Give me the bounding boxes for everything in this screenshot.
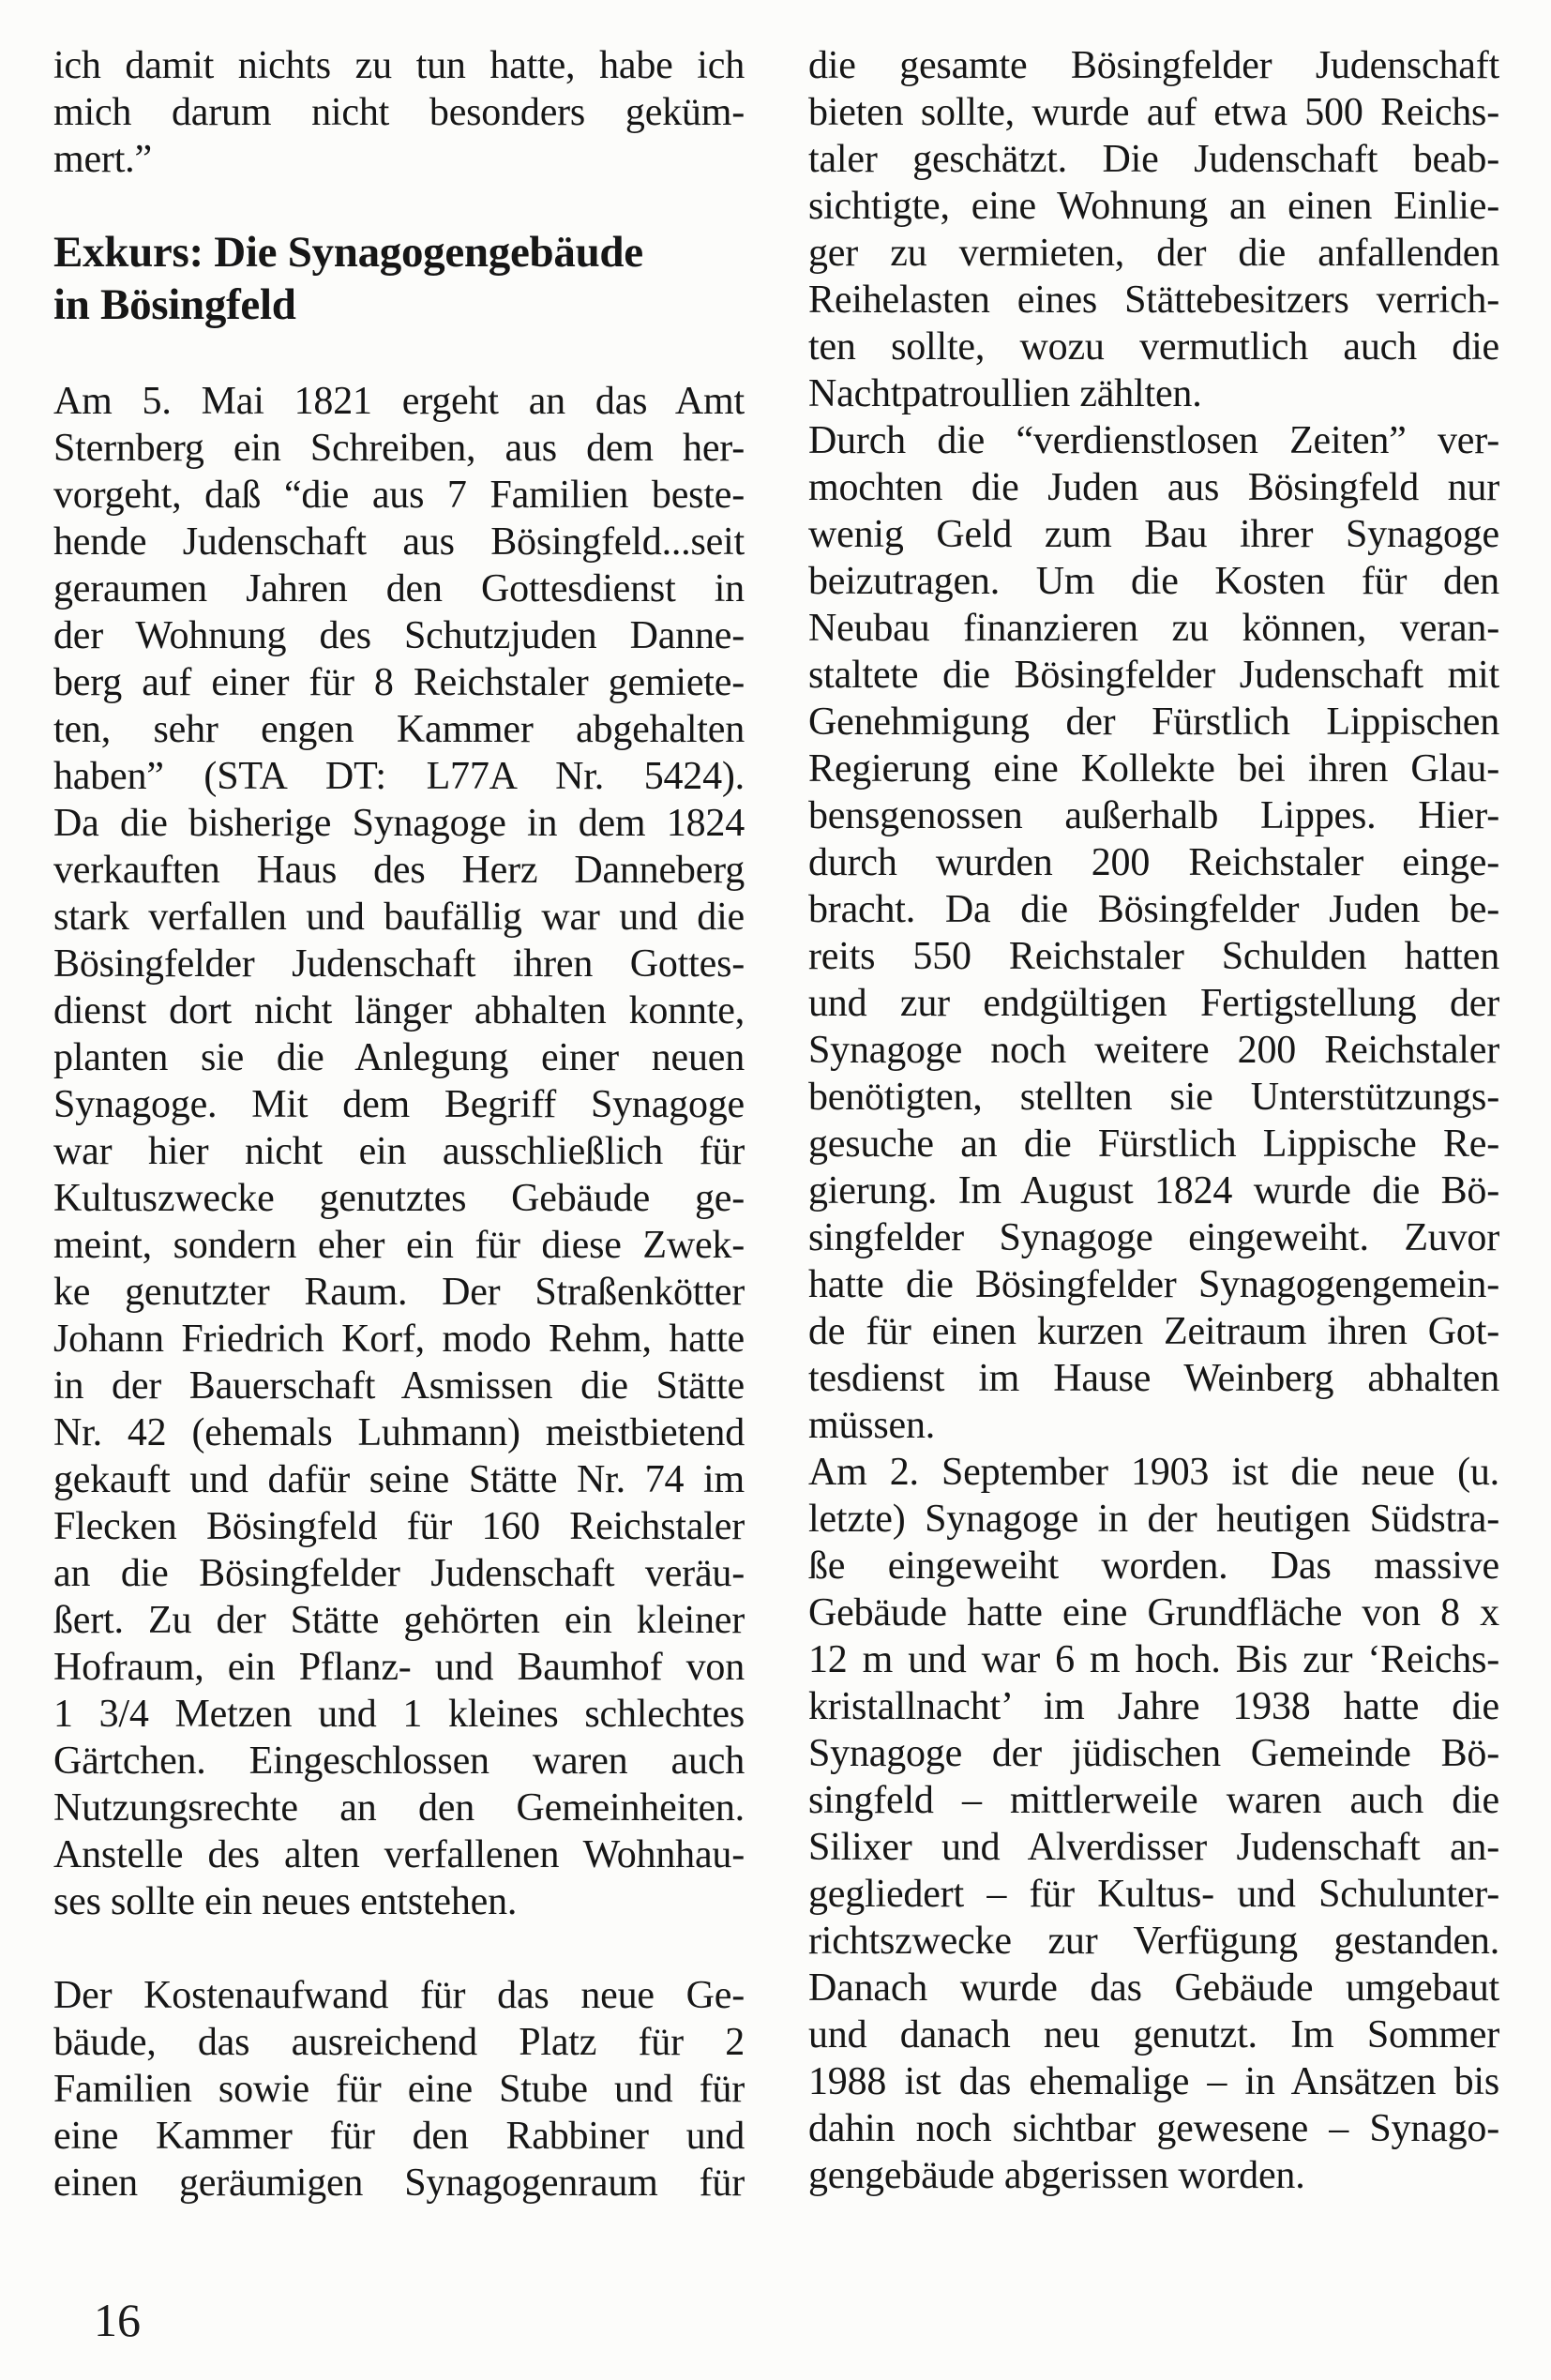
- text-line: Danach wurde das Gebäude umgebaut: [808, 1966, 1499, 2010]
- text-line: tesdienst im Hause Weinberg abhalten: [808, 1357, 1499, 1400]
- text-line: letzte) Synagoge in der heutigen Südstra-: [808, 1498, 1499, 1541]
- text-line: singfelder Synagoge eingeweiht. Zuvor: [808, 1216, 1499, 1259]
- text-line: geraumen Jahren den Gottesdienst in: [53, 567, 745, 610]
- text-line: Flecken Bösingfeld für 160 Reichstaler: [53, 1505, 745, 1548]
- text-line: und danach neu genutzt. Im Sommer: [808, 2013, 1499, 2056]
- text-line: gekauft und dafür seine Stätte Nr. 74 im: [53, 1458, 745, 1501]
- text-line: dahin noch sichtbar gewesene – Synago-: [808, 2107, 1499, 2150]
- text-line: Genehmigung der Fürstlich Lippischen: [808, 700, 1499, 744]
- text-line: und zur endgültigen Fertigstellung der: [808, 982, 1499, 1025]
- left-column: [53, 42, 745, 2207]
- text-line: singfeld – mittlerweile waren auch die: [808, 1779, 1499, 1822]
- text-line: ten, sehr engen Kammer abgehalten: [53, 708, 745, 751]
- text-line: an die Bösingfelder Judenschaft veräu-: [53, 1552, 745, 1595]
- text-line: Johann Friedrich Korf, modo Rehm, hatte: [53, 1318, 745, 1361]
- text-line: mich darum nicht besonders geküm-: [53, 91, 745, 134]
- text-line: gierung. Im August 1824 wurde die Bö-: [808, 1169, 1499, 1213]
- text-line: Exkurs: Die Synagogengebäude: [53, 228, 643, 277]
- text-line: Reihelasten eines Stättebesitzers verrich-: [808, 279, 1499, 322]
- text-line: ke genutzter Raum. Der Straßenkötter: [53, 1271, 745, 1314]
- text-line: ßert. Zu der Stätte gehörten ein kleiner: [53, 1599, 745, 1642]
- text-line: müssen.: [808, 1404, 936, 1447]
- text-line: Bösingfelder Judenschaft ihren Gottes-: [53, 942, 745, 986]
- paragraph: [53, 378, 745, 1925]
- text-line: Am 2. September 1903 ist die neue (u.: [808, 1451, 1499, 1494]
- text-line: bieten sollte, wurde auf etwa 500 Reichs-: [808, 91, 1499, 134]
- text-line: beizutragen. Um die Kosten für den: [808, 560, 1499, 603]
- text-line: berg auf einer für 8 Reichstaler gemiete-: [53, 661, 745, 704]
- text-line: hatte die Bösingfelder Synagogengemein-: [808, 1263, 1499, 1306]
- text-line: vorgeht, daß “die aus 7 Familien beste-: [53, 474, 745, 517]
- text-line: Synagoge noch weitere 200 Reichstaler: [808, 1029, 1499, 1072]
- paragraph: [53, 42, 745, 183]
- text-line: Kultuszwecke genutztes Gebäude ge-: [53, 1177, 745, 1220]
- text-line: ger zu vermieten, der die anfallenden: [808, 232, 1499, 275]
- text-line: Synagoge der jüdischen Gemeinde Bö-: [808, 1732, 1499, 1775]
- paragraph: [53, 1972, 745, 2207]
- paragraph: [808, 42, 1499, 2199]
- text-line: Durch die “verdienstlosen Zeiten” ver-: [808, 419, 1499, 462]
- text-line: ses sollte ein neues entstehen.: [53, 1880, 518, 1923]
- text-line: taler geschätzt. Die Judenschaft beab-: [808, 138, 1499, 181]
- text-line: gesuche an die Fürstlich Lippische Re-: [808, 1122, 1499, 1166]
- text-line: 12 m und war 6 m hoch. Bis zur ‘Reichs-: [808, 1638, 1499, 1681]
- text-line: Gärtchen. Eingeschlossen waren auch: [53, 1740, 745, 1783]
- text-line: mochten die Juden aus Bösingfeld nur: [808, 466, 1499, 509]
- text-line: reits 550 Reichstaler Schulden hatten: [808, 935, 1499, 978]
- text-line: de für einen kurzen Zeitraum ihren Got-: [808, 1310, 1499, 1353]
- text-line: ich damit nichts zu tun hatte, habe ich: [53, 44, 745, 87]
- text-line: verkauften Haus des Herz Danneberg: [53, 849, 745, 892]
- text-line: Da die bisherige Synagoge in dem 1824: [53, 802, 745, 845]
- text-line: gengebäude abgerissen worden.: [808, 2154, 1305, 2197]
- text-line: bracht. Da die Bösingfelder Juden be-: [808, 888, 1499, 931]
- text-line: Silixer und Alverdisser Judenschaft an-: [808, 1826, 1499, 1869]
- text-line: Neubau finanzieren zu können, veran-: [808, 607, 1499, 650]
- text-line: kristallnacht’ im Jahre 1938 hatte die: [808, 1685, 1499, 1728]
- text-line: Am 5. Mai 1821 ergeht an das Amt: [53, 380, 745, 423]
- text-line: 1 3/4 Metzen und 1 kleines schlechtes: [53, 1693, 745, 1736]
- text-line: benötigten, stellten sie Unterstützungs-: [808, 1076, 1499, 1119]
- text-line: der Wohnung des Schutzjuden Danne-: [53, 614, 745, 657]
- text-line: Der Kostenaufwand für das neue Ge-: [53, 1974, 745, 2017]
- text-line: Regierung eine Kollekte bei ihren Glau-: [808, 747, 1499, 791]
- text-line: stark verfallen und baufällig war und die: [53, 896, 745, 939]
- text-line: durch wurden 200 Reichstaler einge-: [808, 841, 1499, 884]
- text-line: 1988 ist das ehemalige – in Ansätzen bis: [808, 2060, 1499, 2103]
- text-line: bensgenossen außerhalb Lippes. Hier-: [808, 794, 1499, 837]
- text-line: ten sollte, wozu vermutlich auch die: [808, 325, 1499, 369]
- text-line: Hofraum, ein Pflanz- und Baumhof von: [53, 1646, 745, 1689]
- text-line: Nr. 42 (ehemals Luhmann) meistbietend: [53, 1411, 745, 1454]
- text-line: in Bösingfeld: [53, 280, 296, 329]
- text-line: war hier nicht ein ausschließlich für: [53, 1130, 745, 1173]
- text-line: einen geräumigen Synagogenraum für: [53, 2162, 745, 2205]
- text-line: die gesamte Bösingfelder Judenschaft: [808, 44, 1499, 87]
- text-line: meint, sondern eher ein für diese Zwek-: [53, 1224, 745, 1267]
- section-heading: [53, 226, 745, 331]
- text-line: hende Judenschaft aus Bösingfeld...seit: [53, 520, 745, 564]
- text-line: Gebäude hatte eine Grundfläche von 8 x: [808, 1591, 1499, 1634]
- right-column: [808, 42, 1499, 2199]
- text-line: planten sie die Anlegung einer neuen: [53, 1036, 745, 1079]
- text-line: Anstelle des alten verfallenen Wohnhau-: [53, 1833, 745, 1876]
- text-line: bäude, das ausreichend Platz für 2: [53, 2021, 745, 2064]
- text-line: mert.”: [53, 138, 152, 181]
- text-line: in der Bauerschaft Asmissen die Stätte: [53, 1364, 745, 1408]
- text-line: gegliedert – für Kultus- und Schulunter-: [808, 1873, 1499, 1916]
- text-line: wenig Geld zum Bau ihrer Synagoge: [808, 513, 1499, 556]
- text-line: Synagoge. Mit dem Begriff Synagoge: [53, 1083, 745, 1126]
- text-line: haben” (STA DT: L77A Nr. 5424).: [53, 755, 745, 798]
- text-line: Sternberg ein Schreiben, aus dem her-: [53, 427, 745, 470]
- text-line: Nachtpatroullien zählten.: [808, 372, 1202, 415]
- text-line: ße eingeweiht worden. Das massive: [808, 1544, 1499, 1588]
- text-line: richtszwecke zur Verfügung gestanden.: [808, 1920, 1499, 1963]
- text-line: staltete die Bösingfelder Judenschaft mit: [808, 654, 1499, 697]
- text-line: dienst dort nicht länger abhalten konnte,: [53, 989, 745, 1032]
- text-line: sichtigte, eine Wohnung an einen Einlie-: [808, 185, 1499, 228]
- text-line: Nutzungsrechte an den Gemeinheiten.: [53, 1786, 745, 1830]
- text-line: eine Kammer für den Rabbiner und: [53, 2115, 745, 2158]
- text-line: Familien sowie für eine Stube und für: [53, 2068, 745, 2111]
- page-number: 16: [94, 2294, 141, 2346]
